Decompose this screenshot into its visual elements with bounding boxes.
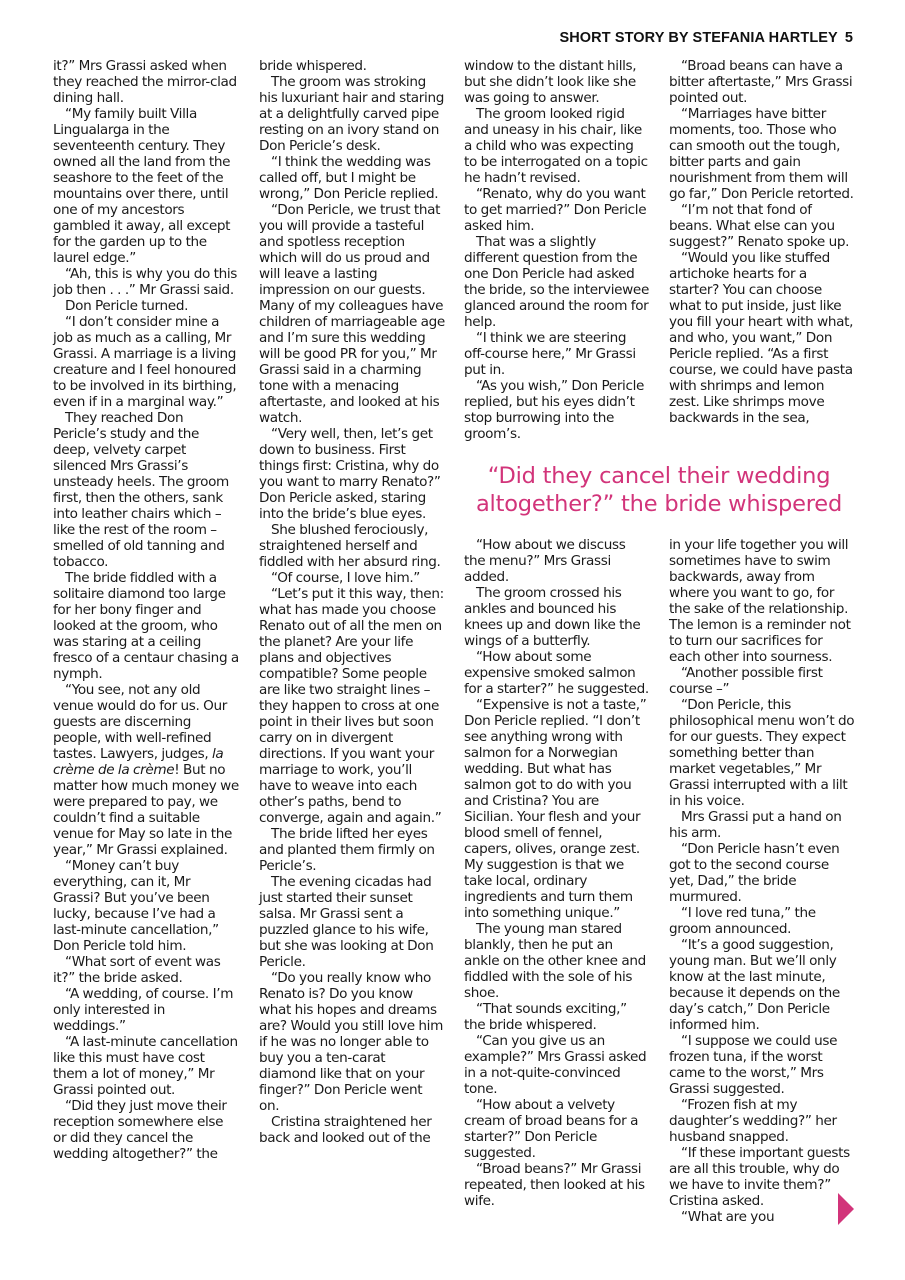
paragraph: “I suppose we could use frozen tuna, if the worst came to the worst,” Mrs Grassi suggested. bbox=[669, 1033, 838, 1097]
paragraph: “Frozen fish at my daughter’s wedding?” her husband snapped. bbox=[669, 1097, 837, 1145]
paragraph: The young man stared blankly, then he put an ankle on the other knee and fiddled with the sole of his shoe. bbox=[464, 921, 646, 1001]
column-2 bbox=[259, 58, 445, 1146]
next-page-arrow-icon bbox=[838, 1193, 854, 1225]
paragraph: The bride lifted her eyes and planted them firmly on Pericle’s. bbox=[259, 826, 435, 874]
header-title: SHORT STORY BY STEFANIA HARTLEY bbox=[559, 30, 838, 46]
paragraph: “What sort of event was it?” the bride asked. bbox=[53, 954, 221, 986]
column-4-top bbox=[669, 58, 855, 426]
paragraph: “Another possible first course –” bbox=[669, 665, 823, 697]
column-3-bottom bbox=[464, 537, 650, 1209]
paragraph: “You see, not any old venue would do for us. Our guests are discerning people, with well-refined tastes. Lawyers, judges, la crème de la crème! But no matter how much money we were prepared to pay, we couldn’t find a suitable venue for May so late in the year,” Mr Grassi explained. bbox=[53, 682, 239, 858]
paragraph: “My family built Villa Lingualarga in the seventeenth century. They owned all the land from the seashore to the feet of the mountains over there, until one of my ancestors gambled it away, all except for the garden up to the laurel edge.” bbox=[53, 106, 231, 266]
paragraph: it?” Mrs Grassi asked when they reached the mirror-clad dining hall. bbox=[53, 58, 237, 106]
paragraph: “Marriages have bitter moments, too. Those who can smooth out the tough, bitter parts and gain nourishment from them will go far,” Don Pericle retorted. bbox=[669, 106, 854, 202]
paragraph: “Broad beans can have a bitter aftertaste,” Mrs Grassi pointed out. bbox=[669, 58, 853, 106]
paragraph: Mrs Grassi put a hand on his arm. bbox=[669, 809, 842, 841]
paragraph: “I think the wedding was called off, but I might be wrong,” Don Pericle replied. bbox=[259, 154, 439, 202]
paragraph: “Renato, why do you want to get married?” Don Pericle asked him. bbox=[464, 186, 647, 234]
paragraph: “It’s a good suggestion, young man. But we’ll only know at the last minute, because it depends on the day’s catch,” Don Pericle informed him. bbox=[669, 937, 840, 1033]
paragraph: “I think we are steering off-course here,” Mr Grassi put in. bbox=[464, 330, 636, 378]
paragraph: “Let’s put it this way, then: what has made you choose Renato out of all the men on the planet? Are your life plans and objectives compatible? Some people are like two straight lines – they happen to cross at one point in their lives but soon carry on in divergent directions. If you want your marriage to work, you’ll have to weave into each other’s paths, bend to converge, again and again.” bbox=[259, 586, 444, 826]
column-4-bottom bbox=[669, 537, 855, 1225]
paragraph: “Don Pericle, this philosophical menu won’t do for our guests. They expect something better than market vegetables,” Mr Grassi interrupted with a lilt in his voice. bbox=[669, 697, 855, 809]
paragraph: Cristina straightened her back and looked out of the bbox=[259, 1114, 432, 1146]
paragraph: “Ah, this is why you do this job then . . .” Mr Grassi said. bbox=[53, 266, 238, 298]
paragraph: “Can you give us an example?” Mrs Grassi asked in a not-quite-convinced tone. bbox=[464, 1033, 647, 1097]
paragraph: “Money can’t buy everything, can it, Mr Grassi? But you’ve been lucky, because I’ve had a last-minute cancellation,” Don Pericle told him. bbox=[53, 858, 219, 954]
column-3-top bbox=[464, 58, 650, 442]
paragraph: The groom looked rigid and uneasy in his chair, like a child who was expecting to be interrogated on a topic he hadn’t revised. bbox=[464, 106, 648, 186]
paragraph: in your life together you will sometimes have to swim backwards, away from where you want to go, for the sake of the relationship. The lemon is a reminder not to turn our sacrifices for each other into sourness. bbox=[669, 537, 851, 665]
paragraph: “A wedding, of course. I’m only interested in weddings.” bbox=[53, 986, 234, 1034]
paragraph: “I don’t consider mine a job as much as a calling, Mr Grassi. A marriage is a living creature and I feel honoured to be involved in its birthing, even if in a marginal way.” bbox=[53, 314, 237, 410]
paragraph: “I love red tuna,” the groom announced. bbox=[669, 905, 816, 937]
paragraph: That was a slightly different question from the one Don Pericle had asked the bride, so the interviewee glanced around the room for help. bbox=[464, 234, 649, 330]
paragraph: She blushed ferociously, straightened herself and fiddled with her absurd ring. bbox=[259, 522, 441, 570]
paragraph: “Very well, then, let’s get down to business. First things first: Cristina, why do you want to marry Renato?” Don Pericle asked, staring into the bride’s blue eyes. bbox=[259, 426, 441, 522]
paragraph: The evening cicadas had just started their sunset salsa. Mr Grassi sent a puzzled glance to his wife, but she was looking at Don Pericle. bbox=[259, 874, 434, 970]
paragraph: “Broad beans?” Mr Grassi repeated, then looked at his wife. bbox=[464, 1161, 645, 1209]
paragraph: window to the distant hills, but she didn’t look like she was going to answer. bbox=[464, 58, 637, 106]
column-1 bbox=[53, 58, 239, 1162]
paragraph: “What are you bbox=[681, 1209, 775, 1225]
paragraph: “Expensive is not a taste,” Don Pericle replied. “I don’t see anything wrong with salmon for a Norwegian wedding. But what has salmon got to do with you and Cristina? You are Sicilian. Your flesh and your blood smell of fennel, capers, olives, orange zest. My suggestion is that we take local, ordinary ingredients and turn them into something unique.” bbox=[464, 697, 647, 921]
paragraph: “As you wish,” Don Pericle replied, but his eyes didn’t stop burrowing into the groom’s. bbox=[464, 378, 645, 442]
paragraph: “Of course, I love him.” bbox=[271, 570, 420, 586]
paragraph: They reached Don Pericle’s study and the deep, velvety carpet silenced Mrs Grassi’s unsteady heels. The groom first, then the others, sank into leather chairs which – like the rest of the room – smelled of old tanning and tobacco. bbox=[53, 410, 229, 570]
paragraph: “Did they just move their reception somewhere else or did they cancel the wedding altogether?” the bbox=[53, 1098, 227, 1162]
paragraph: “Don Pericle, we trust that you will provide a tasteful and spotless reception which will do us proud and will leave a lasting impression on our guests. Many of my colleagues have children of marriageable age and I’m sure this wedding will be good PR for you,” Mr Grassi said in a charming tone with a menacing aftertaste, and looked at his watch. bbox=[259, 202, 445, 426]
paragraph: “If these important guests are all this trouble, why do we have to invite them?” Cristina asked. bbox=[669, 1145, 850, 1209]
paragraph: “Do you really know who Renato is? Do you know what his hopes and dreams are? Would you still love him if he was no longer able to buy you a ten-carat diamond like that on your finger?” Don Pericle went on. bbox=[259, 970, 443, 1114]
pull-quote: “Did they cancel their wedding altogether?” the bride whispered bbox=[475, 463, 843, 517]
page-number: 5 bbox=[844, 30, 853, 46]
page-header bbox=[559, 30, 853, 46]
paragraph: “Don Pericle hasn’t even got to the second course yet, Dad,” the bride murmured. bbox=[669, 841, 840, 905]
paragraph: “How about some expensive smoked salmon for a starter?” he suggested. bbox=[464, 649, 649, 697]
paragraph: The bride fiddled with a solitaire diamond too large for her bony finger and looked at the groom, who was staring at a ceiling fresco of a centaur chasing a nymph. bbox=[53, 570, 239, 682]
paragraph: “A last-minute cancellation like this must have cost them a lot of money,” Mr Grassi pointed out. bbox=[53, 1034, 238, 1098]
paragraph: “How about we discuss the menu?” Mrs Grassi added. bbox=[464, 537, 626, 585]
paragraph: “I’m not that fond of beans. What else can you suggest?” Renato spoke up. bbox=[669, 202, 850, 250]
paragraph: bride whispered. bbox=[259, 58, 367, 74]
paragraph: “How about a velvety cream of broad beans for a starter?” Don Pericle suggested. bbox=[464, 1097, 639, 1161]
paragraph: “That sounds exciting,” the bride whispered. bbox=[464, 1001, 627, 1033]
paragraph: Don Pericle turned. bbox=[65, 298, 189, 314]
paragraph: The groom crossed his ankles and bounced his knees up and down like the wings of a butterfly. bbox=[464, 585, 641, 649]
paragraph: The groom was stroking his luxuriant hair and staring at a delightfully carved pipe resting on an ivory stand on Don Pericle’s desk. bbox=[259, 74, 444, 154]
paragraph: “Would you like stuffed artichoke hearts for a starter? You can choose what to put inside, just like you fill your heart with what, and who, you want,” Don Pericle replied. “As a first course, we could have pasta with shrimps and lemon zest. Like shrimps move backwards in the sea, bbox=[669, 250, 854, 426]
